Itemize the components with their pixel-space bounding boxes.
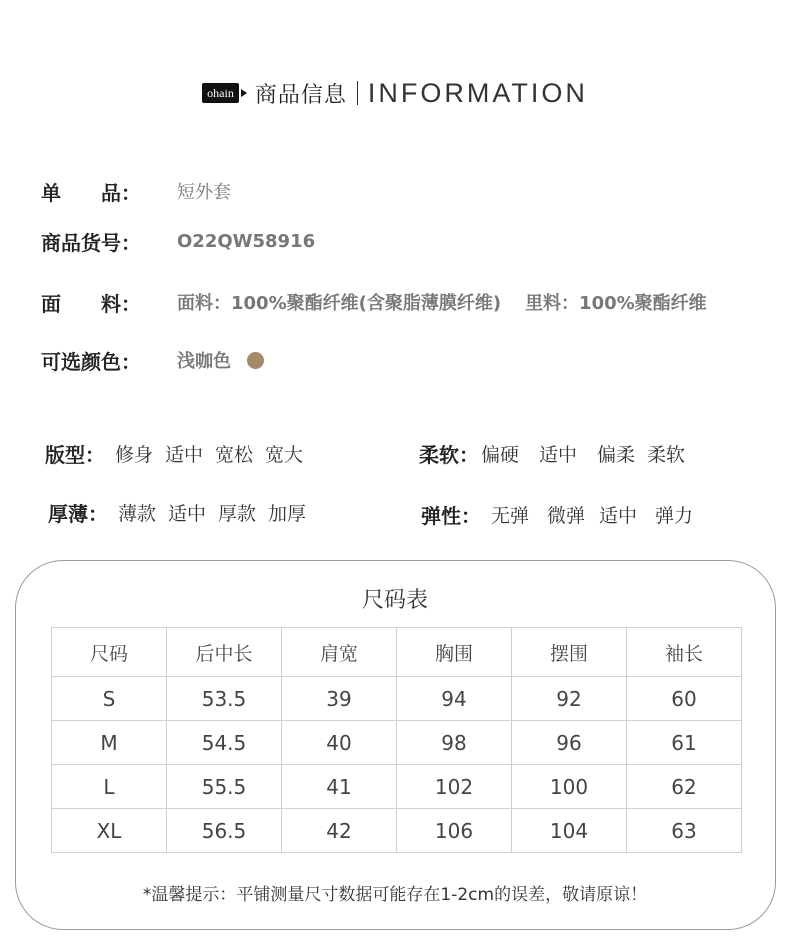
table-cell: 39 (282, 677, 397, 721)
size-chart-title: 尺码表 (361, 588, 428, 613)
table-cell: 94 (397, 677, 512, 721)
logo-arrow-icon (241, 89, 247, 97)
table-cell: L (52, 765, 167, 809)
size-table-col-header: 后中长 (167, 628, 282, 677)
info-label-sku: 商品货号： (41, 230, 141, 255)
attr-softness-option: 偏柔 (597, 443, 636, 466)
measurement-tip: *温馨提示：平铺测量尺寸数据可能存在1-2cm的误差，敬请原谅！ (142, 885, 648, 905)
table-row (52, 677, 742, 721)
attr-thickness-option: 厚款 (218, 502, 257, 525)
attr-softness (419, 438, 697, 468)
size-table-col-header: 胸围 (397, 628, 512, 677)
info-row-product (41, 176, 231, 206)
table-cell: 104 (512, 809, 627, 853)
table-cell: 102 (397, 765, 512, 809)
attr-thickness-option: 薄款 (118, 502, 157, 525)
info-row-color (41, 345, 264, 375)
table-cell: 61 (627, 721, 742, 765)
size-table-col-header: 袖长 (627, 628, 742, 677)
table-cell: 63 (627, 809, 742, 853)
table-cell: XL (52, 809, 167, 853)
table-cell: 106 (397, 809, 512, 853)
attr-softness-option-selected: 适中 (539, 440, 577, 467)
attr-elasticity (421, 499, 705, 529)
table-row (52, 721, 742, 765)
attr-thickness-option-selected: 适中 (168, 499, 206, 526)
attr-fit-option: 宽大 (265, 443, 304, 466)
attr-fit-option: 适中 (165, 443, 204, 466)
table-cell: S (52, 677, 167, 721)
attr-elasticity-option: 弹力 (655, 504, 694, 527)
attr-fit-option: 修身 (115, 443, 154, 466)
attr-softness-option: 偏硬 (481, 443, 520, 466)
table-cell: 40 (282, 721, 397, 765)
info-value-fabric-outer: 面料：100%聚酯纤维(含聚脂薄膜纤维) (177, 293, 502, 314)
table-cell: 98 (397, 721, 512, 765)
table-cell: 100 (512, 765, 627, 809)
header-divider (357, 81, 358, 105)
table-row (52, 765, 742, 809)
attr-fit-label: 版型： (45, 442, 105, 467)
size-table-col-header: 肩宽 (282, 628, 397, 677)
attr-softness-label: 柔软： (419, 442, 479, 467)
attr-fit (45, 438, 315, 468)
info-value-color: 浅咖色 (177, 351, 231, 372)
table-cell: 41 (282, 765, 397, 809)
table-cell: 92 (512, 677, 627, 721)
table-cell: M (52, 721, 167, 765)
info-value-fabric-lining: 里料：100%聚酯纤维 (525, 293, 707, 314)
attr-fit-option-selected: 宽松 (215, 440, 253, 467)
info-value-sku: O22QW58916 (177, 230, 316, 252)
attr-elasticity-option: 微弹 (547, 504, 586, 527)
info-row-sku (41, 226, 315, 256)
attr-softness-option: 柔软 (647, 443, 686, 466)
page-header (0, 76, 790, 110)
info-row-fabric (41, 287, 707, 317)
info-label-color: 可选颜色： (41, 349, 141, 374)
table-cell: 62 (627, 765, 742, 809)
attr-elasticity-option-selected: 适中 (599, 501, 637, 528)
color-swatch (247, 352, 264, 369)
attr-thickness-label: 厚薄： (48, 501, 108, 526)
info-label-fabric: 面 料： (41, 291, 141, 316)
header-title-cn: 商品信息 (254, 82, 347, 108)
table-cell: 60 (627, 677, 742, 721)
table-cell: 96 (512, 721, 627, 765)
info-value-product: 短外套 (177, 182, 231, 203)
attr-elasticity-label: 弹性： (421, 503, 481, 528)
brand-logo: ohain (202, 83, 239, 103)
size-table-col-header: 尺码 (52, 628, 167, 677)
header-title-en: INFORMATION (367, 77, 588, 108)
info-label-product: 单 品： (41, 180, 141, 205)
table-cell: 42 (282, 809, 397, 853)
size-table-col-header: 摆围 (512, 628, 627, 677)
table-cell: 54.5 (167, 721, 282, 765)
table-cell: 53.5 (167, 677, 282, 721)
table-row (52, 809, 742, 853)
table-cell: 55.5 (167, 765, 282, 809)
attr-thickness (48, 497, 318, 527)
attr-elasticity-option: 无弹 (491, 504, 530, 527)
size-table (51, 627, 742, 853)
attr-thickness-option: 加厚 (268, 502, 307, 525)
size-table-header (52, 628, 742, 677)
table-cell: 56.5 (167, 809, 282, 853)
